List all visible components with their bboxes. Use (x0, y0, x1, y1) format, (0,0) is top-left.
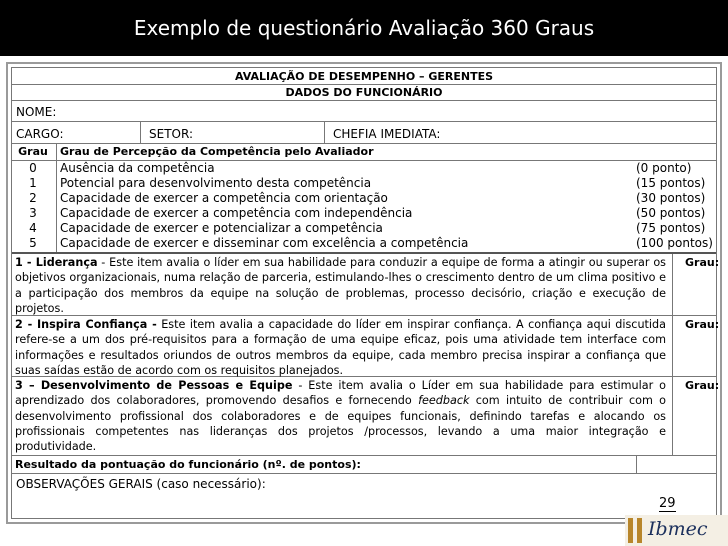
item-description: Este item avalia o Líder em sua habilidade para estimular o aprendizado dos colaboradores, promovendo desafios e fornecendo (15, 379, 666, 408)
scale-grau: 3 (29, 206, 37, 220)
grau-field[interactable] (672, 377, 720, 455)
chefia-field[interactable] (324, 122, 716, 143)
nome-label: NOME: (16, 105, 57, 119)
scale-table (12, 144, 716, 254)
scale-points: (15 pontos) (636, 176, 706, 190)
resultado-row (12, 456, 716, 474)
perception-header: Grau de Percepção da Competência pelo Avaliador (60, 145, 374, 158)
setor-label: SETOR: (149, 127, 193, 141)
scale-grau: 5 (29, 236, 37, 250)
scale-points: (0 ponto) (636, 161, 692, 175)
item-separator: - (292, 379, 309, 392)
resultado-field[interactable] (636, 456, 716, 473)
scale-points: (100 pontos) (636, 236, 713, 250)
grau-header: Grau (18, 145, 48, 158)
observacoes-field[interactable] (12, 474, 716, 518)
nome-row[interactable] (12, 101, 716, 122)
evaluation-form (6, 62, 722, 524)
scale-desc: Capacidade de exercer e potencializar a competência (60, 221, 383, 235)
scale-row (12, 191, 716, 206)
scale-points: (75 pontos) (636, 221, 706, 235)
item-desenvolvimento (12, 377, 720, 456)
setor-field[interactable] (140, 122, 324, 143)
scale-row (12, 236, 716, 251)
form-subheader: DADOS DO FUNCIONÁRIO (12, 85, 716, 101)
item-title: 3 – Desenvolvimento de Pessoas e Equipe (15, 379, 293, 392)
ibmec-logo (625, 515, 728, 546)
item-separator: - (97, 256, 110, 269)
scale-grau: 4 (29, 221, 37, 235)
scale-grau: 2 (29, 191, 37, 205)
cargo-row (12, 122, 716, 144)
scale-grau: 1 (29, 176, 37, 190)
scale-row (12, 161, 716, 176)
form-header: AVALIAÇÃO DE DESEMPENHO – GERENTES (12, 68, 716, 85)
scale-desc: Capacidade de exercer a competência com orientação (60, 191, 388, 205)
item-inspira-confianca (12, 316, 720, 377)
grau-field[interactable] (672, 316, 720, 376)
resultado-label: Resultado da pontuação do funcionário (nº. de pontos): (15, 458, 361, 471)
item-text (12, 316, 670, 378)
logo-mark-icon (628, 518, 642, 543)
grau-label: Grau: (685, 379, 720, 392)
slide-title: Exemplo de questionário Avaliação 360 Graus (0, 0, 728, 56)
cargo-field[interactable] (12, 122, 140, 143)
item-title: 2 - Inspira Confiança - (15, 318, 157, 331)
item-text (12, 377, 670, 454)
cargo-label: CARGO: (16, 127, 64, 141)
grau-label: Grau: (685, 256, 720, 269)
item-lideranca (12, 254, 720, 316)
scale-grau: 0 (29, 161, 37, 175)
scale-row (12, 176, 716, 191)
scale-desc: Capacidade de exercer a competência com independência (60, 206, 413, 220)
form-frame (11, 67, 720, 519)
grau-label: Grau: (685, 318, 720, 331)
item-description-cont: com intuito de contribuir com o desenvolvimento profissional dos colaboradores e de equipes funcionais, definindo tarefas e alocando os profissionais competentes nas lideranças dos projetos /processos, levando a uma maior integração e produtividade. (15, 394, 666, 454)
scale-points: (30 pontos) (636, 191, 706, 205)
item-text (12, 254, 670, 316)
scale-desc: Potencial para desenvolvimento desta competência (60, 176, 372, 190)
scale-row (12, 221, 716, 236)
item-emphasis: feedback (418, 394, 470, 408)
item-description: Este item avalia a capacidade do líder em inspirar confiança. A confiança aqui discutida refere-se a um dos pré-requisitos para a formação de uma equipe eficaz, pois uma atividade tem interface com informações e resultados oriundos de outros membros da equipe, cada membro precisa inspirar a confiança que suas saídas estão de acordo com os requisitos planejados. (15, 318, 666, 377)
scale-desc: Capacidade de exercer e disseminar com excelência a competência (60, 236, 469, 250)
observacoes-label: OBSERVAÇÕES GERAIS (caso necessário): (16, 477, 266, 491)
item-description: Este item avalia o líder em sua habilidade para conduzir a equipe de forma a atingir ou superar os objetivos organizacionais, numa relação de parceria, estimulando-lhes o crescimento dentro de um clima positivo e a participação dos membros da equipe na solução de problemas, processo decisório, criação e execução de projetos. (15, 256, 666, 315)
scale-header (12, 144, 716, 161)
item-title: 1 - Liderança (15, 256, 98, 269)
logo-text: Ibmec (648, 518, 708, 540)
scale-desc: Ausência da competência (60, 161, 215, 175)
scale-row (12, 206, 716, 221)
grau-field[interactable] (672, 254, 720, 315)
page-number: 29 (659, 496, 676, 511)
scale-points: (50 pontos) (636, 206, 706, 220)
chefia-label: CHEFIA IMEDIATA: (333, 127, 441, 141)
